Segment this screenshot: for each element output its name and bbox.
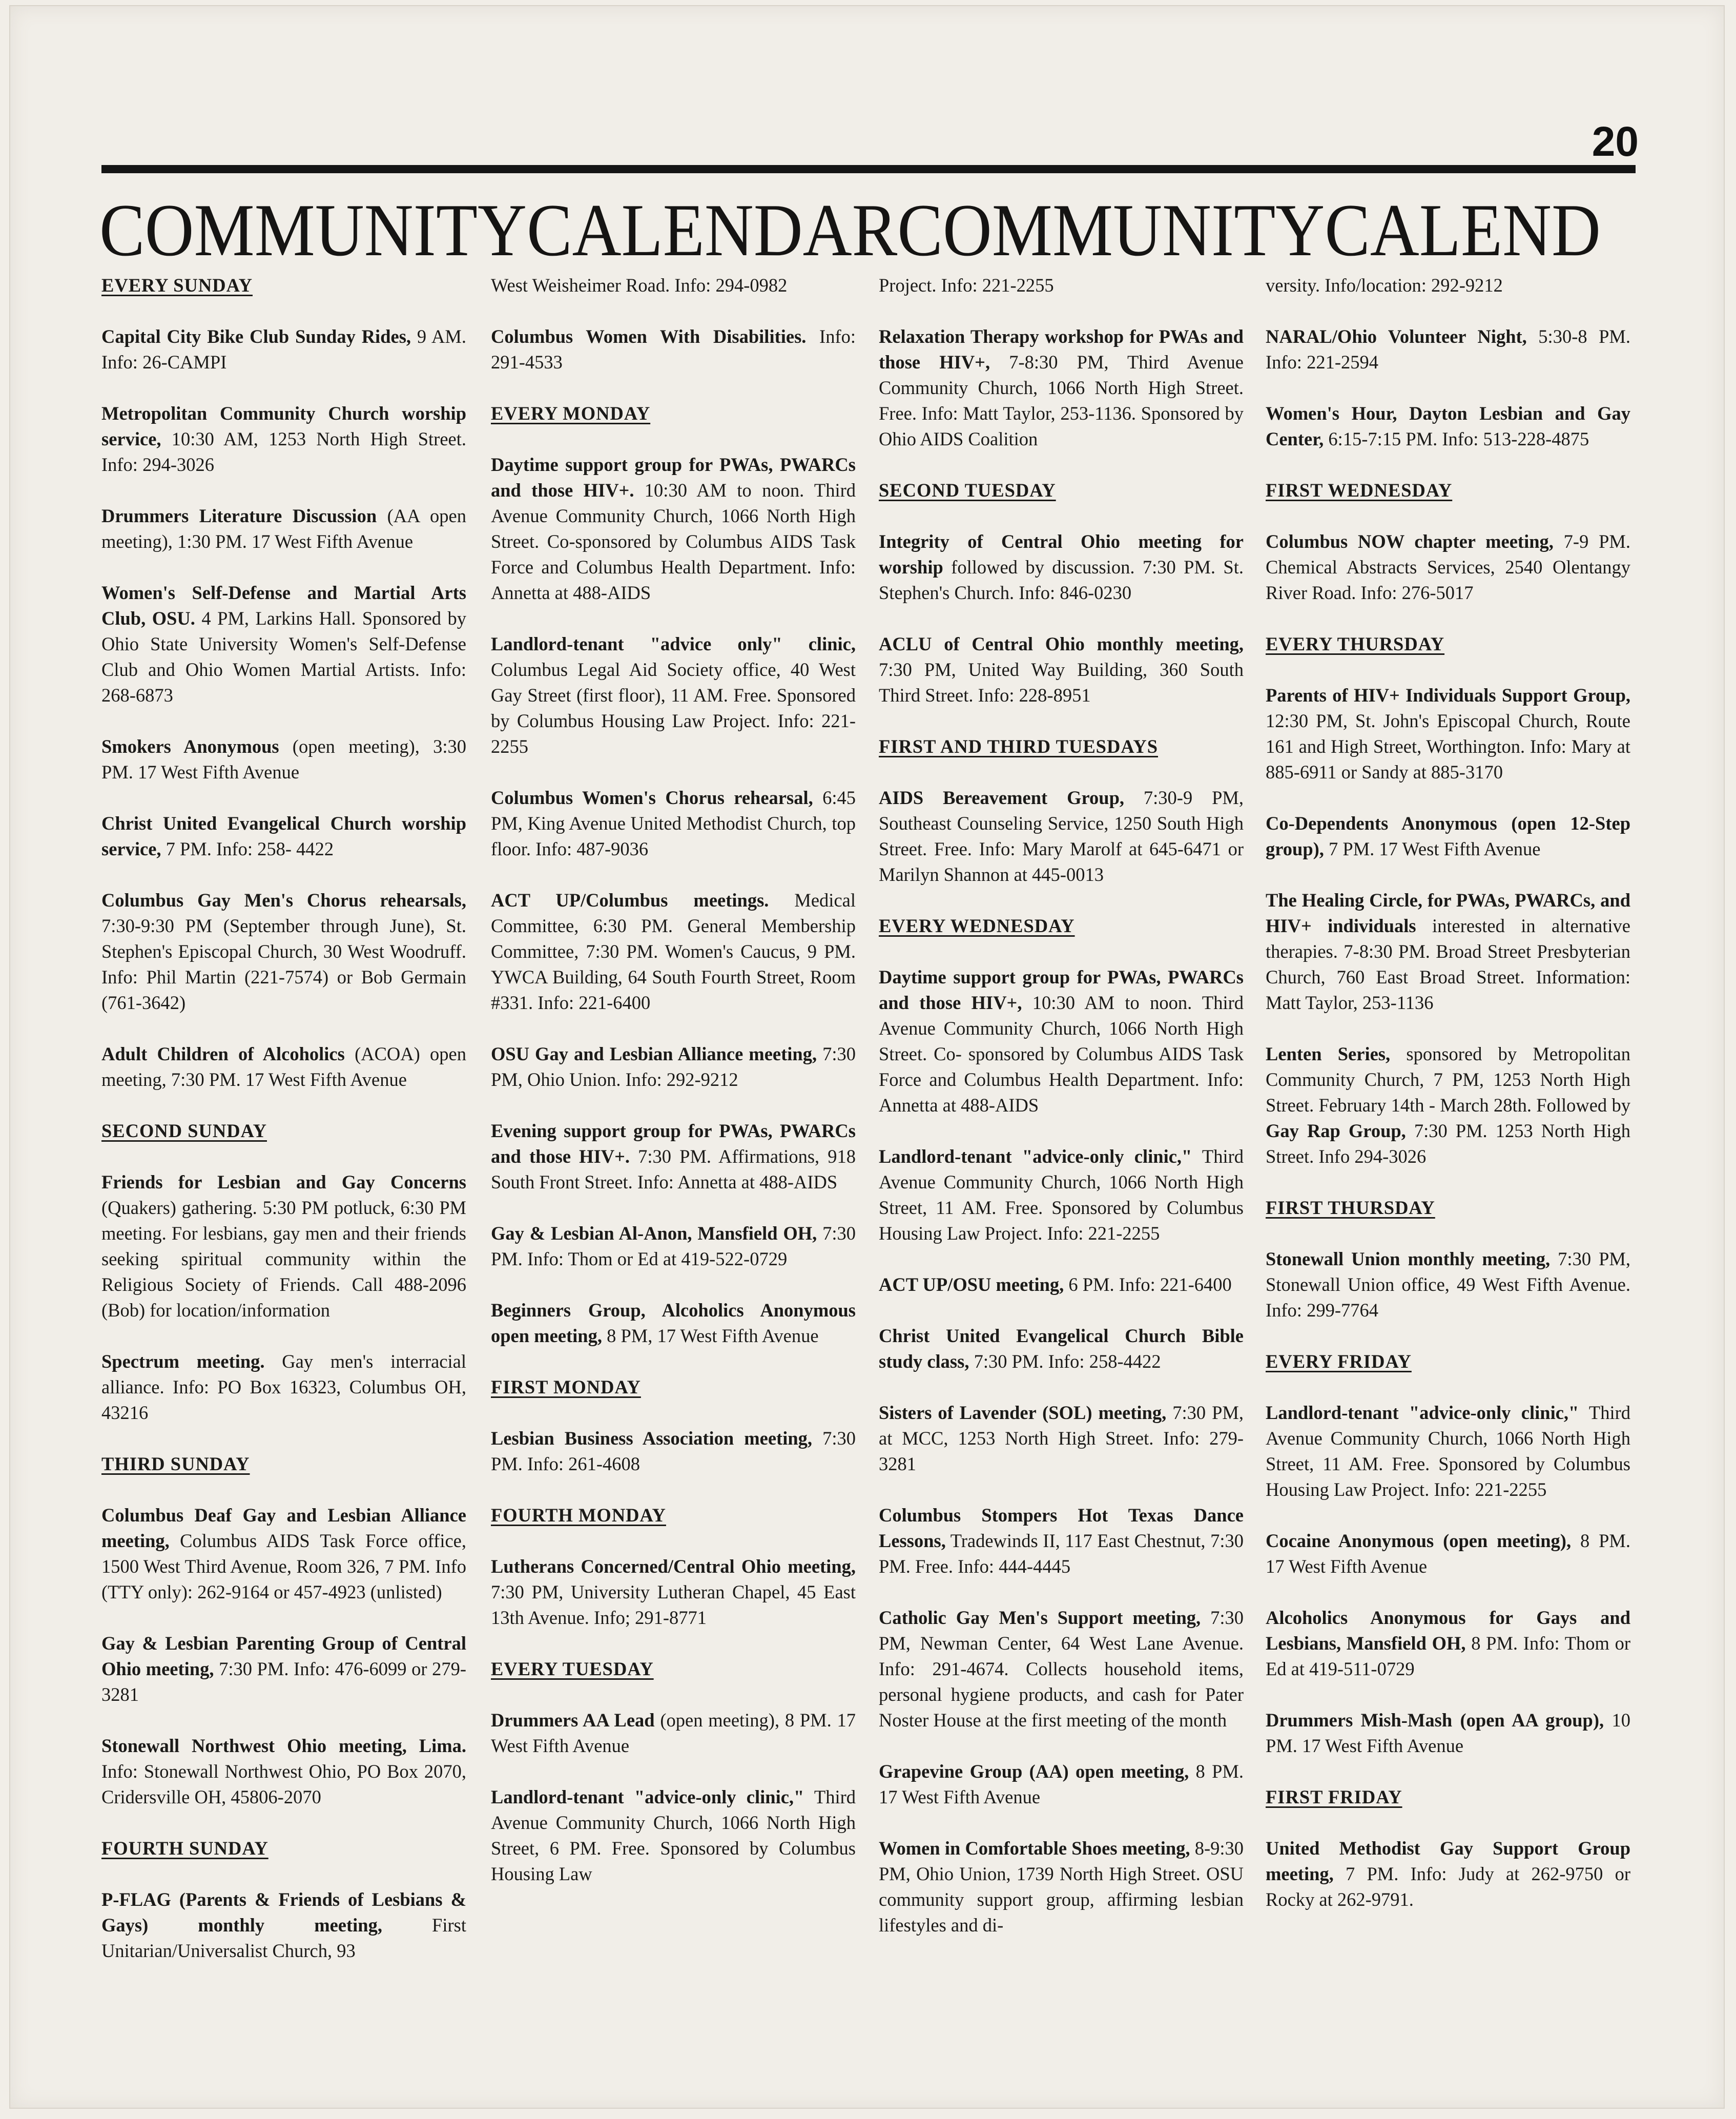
section-title-text: COMMUNITYCALENDARCOMMUNITYCALEND <box>99 190 1601 266</box>
event-name: Smokers Anonymous <box>101 736 279 757</box>
event-name: Evening support group for PWAs, PWARCs and those HIV+. <box>491 1120 856 1167</box>
event-details: 5:30-8 PM. Info: 221-2594 <box>1266 326 1630 373</box>
calendar-entry <box>879 529 1244 606</box>
calendar-entry <box>101 888 466 1016</box>
calendar-entry <box>1266 529 1630 606</box>
event-details: (open meeting), 8 PM. 17 West Fifth Avenue <box>491 1710 856 1756</box>
day-heading: SECOND SUNDAY <box>101 1120 267 1141</box>
event-name: Lutherans Concerned/Central Ohio meeting, <box>491 1556 856 1577</box>
page-number: 20 <box>1592 118 1639 165</box>
event-name: Catholic Gay Men's Support meeting, <box>879 1607 1201 1628</box>
event-details: 8 PM, 17 West Fifth Avenue <box>602 1325 819 1346</box>
event-details: Project. Info: 221-2255 <box>879 275 1054 296</box>
calendar-column-4 <box>1266 273 1630 1938</box>
calendar-entry <box>1266 888 1630 1016</box>
event-details: 6 PM. Info: 221-6400 <box>1064 1274 1232 1295</box>
calendar-entry <box>1266 273 1630 298</box>
calendar-entry <box>1266 1400 1630 1503</box>
day-heading: FIRST AND THIRD TUESDAYS <box>879 736 1158 757</box>
day-heading: FOURTH SUNDAY <box>101 1838 268 1859</box>
event-name: Landlord-tenant "advice-only clinic," <box>491 1786 804 1807</box>
event-details: West Weisheimer Road. Info: 294-0982 <box>491 275 788 296</box>
event-name: Daytime support group for PWAs, PWARCs and those HIV+, <box>879 966 1244 1013</box>
calendar-entry <box>1266 1528 1630 1579</box>
calendar-entry <box>879 1605 1244 1733</box>
event-name: Gay Rap Group, <box>1266 1120 1406 1141</box>
event-details: 7 PM. Info: Judy at 262-9750 or Rocky at 262-9791. <box>1266 1863 1630 1910</box>
event-name: Alcoholics Anonymous for Gays and Lesbians, Mansfield OH, <box>1266 1607 1630 1654</box>
calendar-entry <box>101 1041 466 1093</box>
calendar-entry <box>1266 1836 1630 1912</box>
event-details: 10:30 AM to noon. Third Avenue Community Church, 1066 North High Street. Co-sponsored by Columbus AIDS Task Force and Columbus Health Department. Info: Annetta at 488-AIDS <box>491 480 856 603</box>
event-name: Cocaine Anonymous (open meeting), <box>1266 1530 1572 1551</box>
calendar-entry <box>879 964 1244 1118</box>
event-name: NARAL/Ohio Volunteer Night, <box>1266 326 1527 347</box>
calendar-entry <box>101 734 466 785</box>
event-name: United Methodist Gay Support Group meeting, <box>1266 1838 1630 1884</box>
calendar-entry <box>101 1169 466 1323</box>
event-name: Adult Children of Alcoholics <box>101 1043 345 1064</box>
calendar-entry <box>1266 683 1630 785</box>
event-name: Gay & Lesbian Al-Anon, Mansfield OH, <box>491 1223 817 1244</box>
event-details: (Quakers) gathering. 5:30 PM potluck, 6:30 PM meeting. For lesbians, gay men and their friends seeking spiritual community within the Religious Society of Friends. Call 488-2096 (Bob) for location/information <box>101 1197 466 1321</box>
event-name: Drummers AA Lead <box>491 1710 655 1731</box>
event-name: Columbus Stompers Hot Texas Dance Lessons, <box>879 1505 1244 1551</box>
calendar-entry <box>1266 401 1630 452</box>
event-details: 7:30-9:30 PM (September through June), St. Stephen's Episcopal Church, 30 West Woodruff. Info: Phil Martin (221-7574) or Bob Germain (761-3642) <box>101 915 466 1013</box>
event-details: 10 PM. 17 West Fifth Avenue <box>1266 1710 1630 1756</box>
event-name: Columbus Women With Disabilities. <box>491 326 807 347</box>
event-details: Gay men's interracial alliance. Info: PO Box 16323, Columbus OH, 43216 <box>101 1351 467 1423</box>
event-details: Medical Committee, 6:30 PM. General Membership Committee, 7:30 PM. Women's Caucus, 9 PM. YWCA Building, 64 South Fourth Street, Room #331. Info: 221-6400 <box>491 890 856 1013</box>
event-name: OSU Gay and Lesbian Alliance meeting, <box>491 1043 817 1064</box>
calendar-entry <box>491 1707 856 1759</box>
calendar-entry <box>491 1041 856 1093</box>
event-details: 7:30 PM. Affirmations, 918 South Front Street. Info: Annetta at 488-AIDS <box>491 1146 856 1192</box>
day-heading: THIRD SUNDAY <box>101 1453 250 1474</box>
day-heading: FIRST MONDAY <box>491 1376 641 1397</box>
calendar-entry <box>879 1400 1244 1477</box>
event-name: Parents of HIV+ Individuals Support Group, <box>1266 685 1630 706</box>
event-name: Beginners Group, Alcoholics Anonymous open meeting, <box>491 1300 856 1346</box>
calendar-entry <box>101 1349 466 1426</box>
calendar-entry <box>491 631 856 759</box>
calendar-entry <box>879 1503 1244 1579</box>
day-heading: FIRST THURSDAY <box>1266 1197 1435 1218</box>
event-name: Columbus NOW chapter meeting, <box>1266 531 1554 552</box>
calendar-entry <box>491 1298 856 1349</box>
event-details: 7-8:30 PM, Third Avenue Community Church, 1066 North High Street. Free. Info: Matt Taylor, 253-1136. Sponsored by Ohio AIDS Coalition <box>879 352 1244 449</box>
day-heading: FIRST WEDNESDAY <box>1266 480 1453 501</box>
calendar-entry <box>491 888 856 1016</box>
calendar-entry <box>101 811 466 862</box>
calendar-entry <box>101 503 466 554</box>
event-name: Columbus Women's Chorus rehearsal, <box>491 787 813 808</box>
day-heading: SECOND TUESDAY <box>879 480 1056 501</box>
event-details: 10:30 AM, 1253 North High Street. Info: 294-3026 <box>101 428 466 475</box>
event-details: 7:30 PM, University Lutheran Chapel, 45 East 13th Avenue. Info; 291-8771 <box>491 1581 856 1628</box>
calendar-entry <box>101 324 466 375</box>
event-name: Daytime support group for PWAs, PWARCs and those HIV+. <box>491 454 856 501</box>
calendar-entry <box>879 1323 1244 1374</box>
event-name: ACLU of Central Ohio monthly meeting, <box>879 633 1244 654</box>
event-name: Landlord-tenant "advice-only clinic," <box>1266 1402 1579 1423</box>
day-heading: EVERY FRIDAY <box>1266 1351 1412 1372</box>
event-details: 7:30 PM, Newman Center, 64 West Lane Avenue. Info: 291-4674. Collects household items, personal hygiene products, and cash for Pater Noster House at the first meeting of the month <box>879 1607 1244 1731</box>
event-details: 7:30 PM, at MCC, 1253 North High Street. Info: 279-3281 <box>879 1402 1244 1474</box>
calendar-entry <box>1266 1041 1630 1169</box>
calendar-entry <box>491 1118 856 1195</box>
event-details: 7-9 PM. Chemical Abstracts Services, 2540 Olentangy River Road. Info: 276-5017 <box>1266 531 1630 603</box>
event-name: Stonewall Northwest Ohio meeting, Lima. <box>101 1735 466 1756</box>
event-name: Christ United Evangelical Church worship service, <box>101 813 466 859</box>
event-details: followed by discussion. 7:30 PM. St. Stephen's Church. Info: 846-0230 <box>879 557 1244 603</box>
event-details: 8 PM. 17 West Fifth Avenue <box>879 1761 1244 1807</box>
event-name: Columbus Deaf Gay and Lesbian Alliance meeting, <box>101 1505 466 1551</box>
calendar-entry <box>491 1554 856 1631</box>
event-details: 4 PM, Larkins Hall. Sponsored by Ohio State University Women's Self-Defense Club and Ohio Women Martial Artists. Info: 268-6873 <box>101 608 466 706</box>
event-details: sponsored by Metropolitan Community Church, 7 PM, 1253 North High Street. February 14th - March 28th. Followed by <box>1266 1043 1631 1116</box>
event-details: Info: 291-4533 <box>491 326 856 373</box>
event-name: P-FLAG (Parents & Friends of Lesbians & Gays) monthly meeting, <box>101 1889 466 1936</box>
event-name: Christ United Evangelical Church Bible study class, <box>879 1325 1244 1372</box>
event-name: ACT UP/Columbus meetings. <box>491 890 769 911</box>
event-details: 9 AM. Info: 26-CAMPI <box>101 326 466 373</box>
event-name: Sisters of Lavender (SOL) meeting, <box>879 1402 1167 1423</box>
day-heading: EVERY THURSDAY <box>1266 633 1445 654</box>
calendar-entry <box>491 1426 856 1477</box>
calendar-entry <box>1266 1707 1630 1759</box>
event-name: Capital City Bike Club Sunday Rides, <box>101 326 411 347</box>
event-details: 7:30 PM. Info: 476-6099 or 279-3281 <box>101 1658 467 1705</box>
calendar-entry <box>1266 1246 1630 1323</box>
event-details: 6:45 PM, King Avenue United Methodist Church, top floor. Info: 487-9036 <box>491 787 856 859</box>
event-name: Grapevine Group (AA) open meeting, <box>879 1761 1189 1782</box>
event-name: Integrity of Central Ohio meeting for worship <box>879 531 1244 578</box>
event-details: Third Avenue Community Church, 1066 North High Street, 11 AM. Free. Sponsored by Columbus Housing Law Project. Info: 221-2255 <box>1266 1402 1630 1500</box>
event-name: Friends for Lesbian and Gay Concerns <box>101 1171 466 1192</box>
event-details: 7:30 PM. 1253 North High Street. Info 294-3026 <box>1266 1120 1630 1167</box>
event-details: First Unitarian/Universalist Church, 93 <box>101 1915 466 1961</box>
event-details: 7:30-9 PM, Southeast Counseling Service, 1250 South High Street. Free. Info: Mary Marolf at 645-6471 or Marilyn Shannon at 445-0013 <box>879 787 1244 885</box>
event-name: Landlord-tenant "advice-only clinic," <box>879 1146 1192 1167</box>
day-heading: EVERY TUESDAY <box>491 1658 654 1679</box>
event-name: Landlord-tenant "advice only" clinic, <box>491 633 856 654</box>
event-details: Info: Stonewall Northwest Ohio, PO Box 2070, Cridersville OH, 45806-2070 <box>101 1761 466 1807</box>
event-name: Relaxation Therapy workshop for PWAs and those HIV+, <box>879 326 1244 373</box>
event-details: (AA open meeting), 1:30 PM. 17 West Fifth Avenue <box>101 505 466 552</box>
calendar-column-1 <box>101 273 466 1989</box>
calendar-entry <box>879 631 1244 708</box>
calendar-entry <box>491 324 856 375</box>
event-details: 12:30 PM, St. John's Episcopal Church, Route 161 and High Street, Worthington. Info: Mary at 885-6911 or Sandy at 885-3170 <box>1266 710 1630 783</box>
day-heading: EVERY SUNDAY <box>101 275 253 296</box>
calendar-entry <box>879 324 1244 452</box>
calendar-entry <box>491 1784 856 1887</box>
event-details: Tradewinds II, 117 East Chestnut, 7:30 PM. Free. Info: 444-4445 <box>879 1530 1244 1577</box>
event-details: versity. Info/location: 292-9212 <box>1266 275 1503 296</box>
calendar-entry <box>1266 1605 1630 1682</box>
event-name: AIDS Bereavement Group, <box>879 787 1124 808</box>
calendar-entry <box>101 1631 466 1707</box>
calendar-entry <box>101 1887 466 1964</box>
event-details: 6:15-7:15 PM. Info: 513-228-4875 <box>1324 428 1589 449</box>
event-name: Women's Self-Defense and Martial Arts Club, OSU. <box>101 582 466 629</box>
event-details: Columbus AIDS Task Force office, 1500 West Third Avenue, Room 326, 7 PM. Info (TTY only): 262-9164 or 457-4923 (unlisted) <box>101 1530 466 1602</box>
event-name: Co-Dependents Anonymous (open 12-Step group), <box>1266 813 1630 859</box>
event-details: interested in alternative therapies. 7-8:30 PM. Broad Street Presbyterian Church, 760 East Broad Street. Information: Matt Taylor, 253-1136 <box>1266 915 1630 1013</box>
event-details: 7:30 PM, United Way Building, 360 South Third Street. Info: 228-8951 <box>879 659 1244 706</box>
event-name: Stonewall Union monthly meeting, <box>1266 1248 1551 1269</box>
event-details: 8 PM. Info: Thom or Ed at 419-511-0729 <box>1266 1633 1630 1679</box>
calendar-entry <box>491 452 856 606</box>
calendar-entry <box>879 273 1244 298</box>
day-heading: FOURTH MONDAY <box>491 1505 666 1526</box>
calendar-entry <box>879 1759 1244 1810</box>
event-name: Columbus Gay Men's Chorus rehearsals, <box>101 890 466 911</box>
day-heading: EVERY MONDAY <box>491 403 651 424</box>
event-name: Lenten Series, <box>1266 1043 1391 1064</box>
calendar-entry <box>491 273 856 298</box>
event-details: 7:30 PM. Info: 261-4608 <box>491 1428 856 1474</box>
event-name: Spectrum meeting. <box>101 1351 265 1372</box>
calendar-entry <box>879 1836 1244 1938</box>
calendar-column-3 <box>879 273 1244 1964</box>
event-name: Drummers Mish-Mash (open AA group), <box>1266 1710 1604 1731</box>
event-details: 7:30 PM, Stonewall Union office, 49 West Fifth Avenue. Info: 299-7764 <box>1266 1248 1630 1321</box>
event-details: 7:30 PM, Ohio Union. Info: 292-9212 <box>491 1043 856 1090</box>
event-name: ACT UP/OSU meeting, <box>879 1274 1064 1295</box>
calendar-entry <box>101 1503 466 1605</box>
event-details: Third Avenue Community Church, 1066 North High Street, 11 AM. Free. Sponsored by Columbus Housing Law Project. Info: 221-2255 <box>879 1146 1244 1244</box>
event-details: Columbus Legal Aid Society office, 40 West Gay Street (first floor), 11 AM. Free. Sponsored by Columbus Housing Law Project. Info: 221-2255 <box>491 659 856 757</box>
section-title <box>97 190 1604 266</box>
calendar-entry <box>491 785 856 862</box>
event-details: 7 PM. Info: 258- 4422 <box>161 838 334 859</box>
event-name: Gay & Lesbian Parenting Group of Central Ohio meeting, <box>101 1633 466 1679</box>
header-rule <box>101 165 1636 173</box>
event-details: 7:30 PM. Info: 258-4422 <box>969 1351 1161 1372</box>
event-details: (ACOA) open meeting, 7:30 PM. 17 West Fifth Avenue <box>101 1043 466 1090</box>
calendar-entry <box>879 1272 1244 1298</box>
event-name: Women's Hour, Dayton Lesbian and Gay Center, <box>1266 403 1630 449</box>
calendar-column-2 <box>491 273 856 1912</box>
calendar-entry <box>101 1733 466 1810</box>
event-name: Women in Comfortable Shoes meeting, <box>879 1838 1190 1859</box>
event-name: Drummers Literature Discussion <box>101 505 377 526</box>
calendar-entry <box>101 401 466 478</box>
event-name: The Healing Circle, for PWAs, PWARCs, and HIV+ individuals <box>1266 890 1630 936</box>
event-details: 7:30 PM. Info: Thom or Ed at 419-522-0729 <box>491 1223 856 1269</box>
event-details: 7 PM. 17 West Fifth Avenue <box>1324 838 1541 859</box>
event-details: (open meeting), 3:30 PM. 17 West Fifth Avenue <box>101 736 466 783</box>
event-details: 8 PM. 17 West Fifth Avenue <box>1266 1530 1630 1577</box>
calendar-entry <box>1266 324 1630 375</box>
calendar-entry <box>879 785 1244 888</box>
calendar-entry <box>491 1221 856 1272</box>
day-heading: FIRST FRIDAY <box>1266 1786 1402 1807</box>
event-name: Lesbian Business Association meeting, <box>491 1428 813 1449</box>
day-heading: EVERY WEDNESDAY <box>879 915 1075 936</box>
event-details: 8-9:30 PM, Ohio Union, 1739 North High Street. OSU community support group, affirming lesbian lifestyles and di- <box>879 1838 1244 1936</box>
event-details: Third Avenue Community Church, 1066 North High Street, 6 PM. Free. Sponsored by Columbus Housing Law <box>491 1786 856 1884</box>
calendar-entry <box>101 580 466 708</box>
event-details: 10:30 AM to noon. Third Avenue Community Church, 1066 North High Street. Co- sponsored by Columbus AIDS Task Force and Columbus Health Department. Info: Annetta at 488-AIDS <box>879 992 1244 1116</box>
calendar-entry <box>1266 811 1630 862</box>
calendar-entry <box>879 1144 1244 1246</box>
event-name: Metropolitan Community Church worship service, <box>101 403 466 449</box>
